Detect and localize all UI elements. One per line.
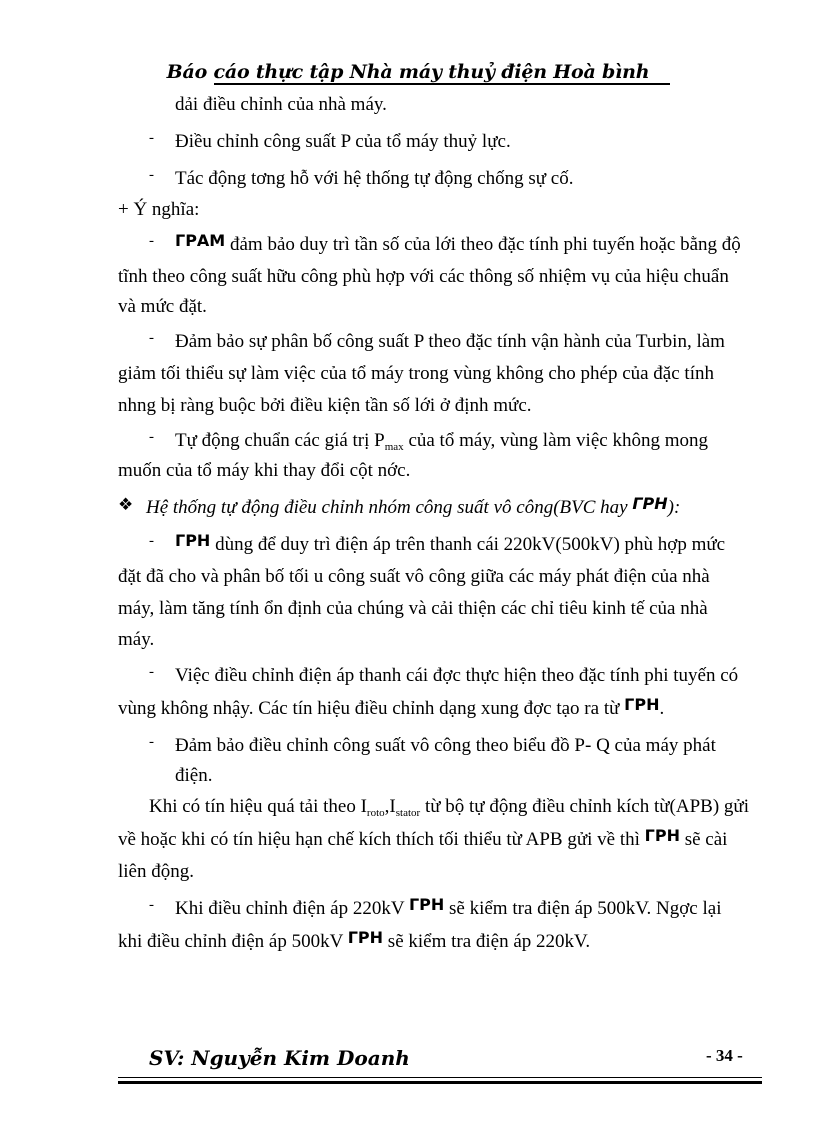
text-line xyxy=(175,430,708,454)
text-line xyxy=(118,826,728,851)
text-run: khi điều chỉnh điện áp 500kV xyxy=(118,931,348,952)
text-run: sẽ kiểm tra điện áp 500kV. Ngợc lại xyxy=(444,898,722,919)
text-line: Tác động tơng hỗ với hệ thống tự động chống sự cố. xyxy=(175,168,574,189)
text-line: máy. xyxy=(118,629,155,650)
code-label: ГРН xyxy=(632,494,668,513)
text-run: sẽ kiểm tra điện áp 220kV. xyxy=(383,931,591,952)
text-run: ): xyxy=(667,497,681,518)
subscript: max xyxy=(384,441,404,453)
page-header: Báo cáo thực tập Nhà máy thuỷ điện Hoà bình xyxy=(166,61,650,83)
text-line: và mức đặt. xyxy=(118,296,207,317)
bullet-dash: - xyxy=(149,233,154,249)
code-label: ГРН xyxy=(175,531,211,550)
text-line: dải điều chỉnh của nhà máy. xyxy=(175,94,387,115)
text-line: máy, làm tăng tính ổn định của chúng và cải thiện các chỉ tiêu kinh tế của nhà xyxy=(118,598,708,619)
text-run: vùng không nhậy. Các tín hiệu điều chỉnh dạng xung đợc tạo ra từ xyxy=(118,698,625,719)
diamond-bullet-icon: ❖ xyxy=(118,495,134,514)
bullet-dash: - xyxy=(149,330,154,346)
text-line: tĩnh theo công suất hữu công phù hợp với các thông số nhiệm vụ của hiệu chuẩn xyxy=(118,266,729,287)
code-label: ГРН xyxy=(408,895,445,914)
code-label: ГРН xyxy=(347,928,384,947)
text-line xyxy=(175,895,722,920)
page-number: - 34 - xyxy=(706,1046,743,1065)
text-run: Khi có tín hiệu quá tải theo I xyxy=(149,796,367,817)
code-label: ГРН xyxy=(644,826,680,845)
bullet-dash: - xyxy=(149,130,154,146)
code-label: ГРН xyxy=(624,695,660,714)
text-line xyxy=(175,531,726,556)
text-line: Đảm bảo điều chỉnh công suất vô công theo biểu đồ P- Q của máy phát xyxy=(175,735,716,756)
bullet-dash: - xyxy=(149,533,154,549)
text-run: Hệ thống tự động điều chỉnh nhóm công suất vô công(BVC hay xyxy=(146,497,633,518)
text-line: Việc điều chỉnh điện áp thanh cái đợc thực hiện theo đặc tính phi tuyến có xyxy=(175,665,739,686)
text-run: đảm bảo duy trì tần số của lới theo đặc tính phi tuyến hoặc bằng độ xyxy=(229,234,741,255)
section-heading xyxy=(146,494,681,519)
code-label: ГРАМ xyxy=(175,231,226,250)
text-line: giảm tối thiểu sự làm việc của tổ máy trong vùng không cho phép của đặc tính xyxy=(118,363,714,384)
text-run: của tổ máy, vùng làm việc không mong xyxy=(403,430,708,451)
text-run: từ bộ tự động điều chỉnh kích từ(APB) gửi xyxy=(420,796,749,817)
footer-rule xyxy=(118,1081,762,1084)
bullet-dash: - xyxy=(149,664,154,680)
text-run: . xyxy=(659,698,665,719)
footer-author: SV: Nguyễn Kim Doanh xyxy=(149,1046,410,1070)
text-run: sẽ cài xyxy=(679,829,728,850)
text-line: Đảm bảo sự phân bố công suất P theo đặc tính vận hành của Turbin, làm xyxy=(175,331,725,352)
text-line: Điều chỉnh công suất P của tổ máy thuỷ lực. xyxy=(175,131,511,152)
text-line: liên động. xyxy=(118,861,194,882)
text-run: ,I xyxy=(384,796,396,817)
footer-rule xyxy=(118,1077,762,1078)
text-run: Khi điều chỉnh điện áp 220kV xyxy=(175,898,409,919)
text-line xyxy=(149,796,749,820)
text-run: Tự động chuẩn các giá trị P xyxy=(175,430,385,451)
subscript: roto xyxy=(366,807,385,819)
bullet-dash: - xyxy=(149,429,154,445)
text-run: về hoặc khi có tín hiệu hạn chế kích thích tối thiểu từ APB gửi về thì xyxy=(118,829,645,850)
bullet-dash: - xyxy=(149,167,154,183)
text-line: điện. xyxy=(175,765,213,786)
subscript: stator xyxy=(395,807,421,819)
bullet-dash: - xyxy=(149,734,154,750)
text-line xyxy=(118,695,665,720)
text-line xyxy=(118,928,591,953)
text-line: muốn của tổ máy khi thay đổi cột nớc. xyxy=(118,460,411,481)
bullet-dash: - xyxy=(149,897,154,913)
text-line: đặt đã cho và phân bố tối u công suất vô công giữa các máy phát điện của nhà xyxy=(118,566,710,587)
text-line: + Ý nghĩa: xyxy=(118,199,200,220)
header-rule xyxy=(214,83,670,85)
text-run: dùng để duy trì điện áp trên thanh cái 220kV(500kV) phù hợp mức xyxy=(215,534,726,555)
text-line xyxy=(175,231,741,256)
text-line: nhng bị ràng buộc bởi điều kiện tần số lới ở định mức. xyxy=(118,395,532,416)
